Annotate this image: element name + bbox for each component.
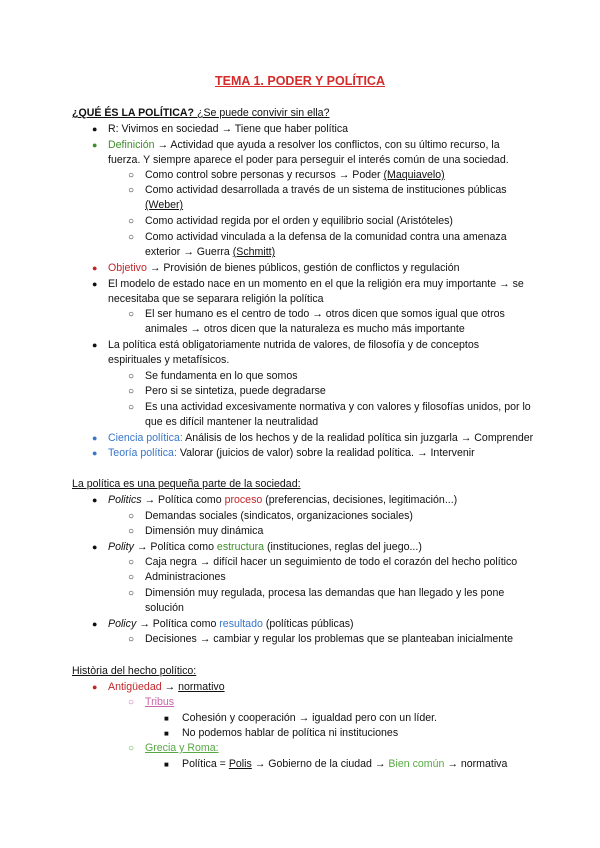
term-antiguedad: Antigüedad (108, 681, 162, 693)
keyword-resultado: resultado (219, 618, 263, 630)
keyword-estructura: estructura (216, 541, 265, 553)
bullet-circle: ○ (128, 588, 135, 599)
list-item (108, 680, 225, 695)
bullet-circle: ○ (128, 743, 135, 754)
sub-heading-grecia-roma: Grecia y Roma: (145, 742, 219, 754)
bullet-circle: ○ (128, 185, 135, 196)
section-heading-que-es-la-politica (72, 106, 329, 121)
author-ref: (Maquiavelo) (383, 169, 445, 181)
list-item-text: → Política como (141, 494, 225, 506)
term-ciencia-politica: Ciencia política: (108, 432, 183, 444)
sub-list-item: Demandas sociales (sindicatos, organizaciones sociales) (145, 510, 413, 522)
sub-list-item: Administraciones (145, 571, 226, 583)
bullet-dot: ● (92, 340, 98, 350)
sub-list-item: Pero si se sintetiza, puede degradarse (145, 385, 326, 397)
bullet-circle: ○ (128, 386, 135, 397)
sub-sub-list-item-text: → normativa (444, 758, 508, 770)
bullet-dot: ● (92, 263, 98, 273)
section-heading-sociedad: La política es una pequeña parte de la sociedad: (72, 478, 301, 490)
list-item (108, 493, 457, 508)
list-item: La política está obligatoriamente nutrida de valores, de filosofía y de conceptos (108, 339, 480, 351)
sub-list-item-text: exterior → Guerra (145, 246, 233, 258)
term-normativo: normativo (178, 681, 225, 693)
bullet-dot: ● (92, 495, 98, 505)
bullet-circle: ○ (128, 232, 135, 243)
sub-list-item: Decisiones → cambiar y regular los problemas que se planteaban inicialmente (145, 633, 514, 645)
section-heading-tail: ¿Se puede convivir sin ella? (194, 107, 330, 119)
bullet-dot: ● (92, 542, 98, 552)
list-item-text: → (161, 681, 179, 693)
sub-list-item: Dimensión muy regulada, procesa las demandas que han llegado y les pone (145, 587, 505, 599)
list-item (108, 540, 422, 555)
term-objetivo: Objetivo (108, 262, 147, 274)
list-item (108, 617, 354, 632)
list-item-text: Análisis de los hechos y de la realidad política sin juzgarla → Comprender (182, 432, 534, 444)
sub-list-item: Se fundamenta en lo que somos (145, 370, 298, 382)
bullet-circle: ○ (128, 402, 135, 413)
bullet-square: ■ (164, 729, 169, 738)
keyword-bien-comun: Bien común (388, 758, 445, 770)
sub-sub-list-item-text: Política = (182, 758, 229, 770)
sub-list-item: Como actividad desarrollada a través de un sistema de instituciones públicas (145, 184, 507, 196)
list-item-text: (preferencias, decisiones, legitimación...) (262, 494, 458, 506)
bullet-circle: ○ (128, 634, 135, 645)
bullet-circle: ○ (128, 526, 135, 537)
author-ref: (Schmitt) (232, 246, 276, 258)
bullet-circle: ○ (128, 557, 135, 568)
bullet-dot: ● (92, 124, 98, 134)
list-item-continuation: necesitaba que se separara religión la política (108, 293, 324, 305)
keyword-proceso: proceso (224, 494, 263, 506)
bullet-square: ■ (164, 714, 169, 723)
bullet-circle: ○ (128, 572, 135, 583)
bullet-dot: ● (92, 433, 98, 443)
sub-list-item-continuation (145, 245, 275, 260)
bullet-dot: ● (92, 682, 98, 692)
bullet-circle: ○ (128, 371, 135, 382)
bullet-dot: ● (92, 140, 98, 150)
list-item-text: Valorar (juicios de valor) sobre la realidad política. → Intervenir (176, 447, 475, 459)
list-item-text: → Política como (133, 541, 217, 553)
bullet-dot: ● (92, 279, 98, 289)
list-item-continuation: fuerza. Y siempre aparece el poder para perseguir el interés común de una sociedad. (108, 154, 509, 166)
sub-list-item-continuation: que es difícil mantener la neutralidad (145, 416, 319, 428)
bullet-circle: ○ (128, 511, 135, 522)
bullet-dot: ● (92, 448, 98, 458)
list-item-text: → Política como (136, 618, 220, 630)
section-heading-historia: Història del hecho político: (72, 665, 197, 677)
list-item-text: → Actividad que ayuda a resolver los conflictos, con su último recurso, la (154, 139, 500, 151)
list-item-text: → Provisión de bienes públicos, gestión de conflictos y regulación (146, 262, 460, 274)
sub-sub-list-item-text: → Gobierno de la ciudad → (251, 758, 389, 770)
sub-list-item-continuation: animales → otros dicen que la naturaleza es mucho más importante (145, 323, 465, 335)
section-heading-main: ¿QUÉ ÉS LA POLÍTICA? (72, 107, 195, 119)
sub-sub-list-item (182, 757, 507, 772)
list-item: El modelo de estado nace en un momento en el que la religión era muy importante → se (108, 278, 524, 290)
list-item: R: Vivimos en sociedad → Tiene que haber política (108, 123, 349, 135)
sub-list-item-text: Como control sobre personas y recursos → Poder (145, 169, 384, 181)
sub-list-item: Caja negra → difícil hacer un seguimiento de todo el corazón del hecho político (145, 556, 518, 568)
term-polis: Polis (228, 758, 252, 770)
bullet-circle: ○ (128, 309, 135, 320)
term-definicion: Definición (108, 139, 155, 151)
author-ref: (Weber) (145, 199, 184, 211)
list-item (108, 138, 500, 153)
bullet-circle: ○ (128, 170, 135, 181)
term-policy: Policy (108, 618, 137, 630)
page-title: TEMA 1. PODER Y POLÍTICA (215, 74, 385, 88)
list-item-continuation: espirituales y metafísicos. (108, 354, 230, 366)
sub-sub-list-item: No podemos hablar de política ni instituciones (182, 727, 399, 739)
sub-list-item (145, 168, 445, 183)
term-polity: Polity (108, 541, 134, 553)
sub-list-item: Como actividad regida por el orden y equilibrio social (Aristóteles) (145, 215, 453, 227)
sub-list-item: Dimensión muy dinámica (145, 525, 264, 537)
list-item (108, 431, 533, 446)
sub-list-item: Como actividad vinculada a la defensa de la comunidad contra una amenaza (145, 231, 507, 243)
list-item-text: (instituciones, reglas del juego...) (264, 541, 422, 553)
bullet-circle: ○ (128, 697, 135, 708)
sub-heading-tribus: Tribus (145, 696, 175, 708)
sub-sub-list-item: Cohesión y cooperación → igualdad pero con un líder. (182, 712, 438, 724)
list-item-text: (políticas públicas) (262, 618, 354, 630)
term-politics: Politics (108, 494, 142, 506)
bullet-dot: ● (92, 619, 98, 629)
list-item (108, 261, 460, 276)
list-item (108, 446, 475, 461)
bullet-square: ■ (164, 760, 169, 769)
sub-list-item: El ser humano es el centro de todo → otros dicen que somos igual que otros (145, 308, 505, 320)
sub-list-item: Es una actividad excesivamente normativa y con valores y filosofías unidos, por lo (145, 401, 531, 413)
term-teoria-politica: Teoría política: (108, 447, 177, 459)
sub-list-item-continuation: solución (145, 602, 184, 614)
bullet-circle: ○ (128, 216, 135, 227)
